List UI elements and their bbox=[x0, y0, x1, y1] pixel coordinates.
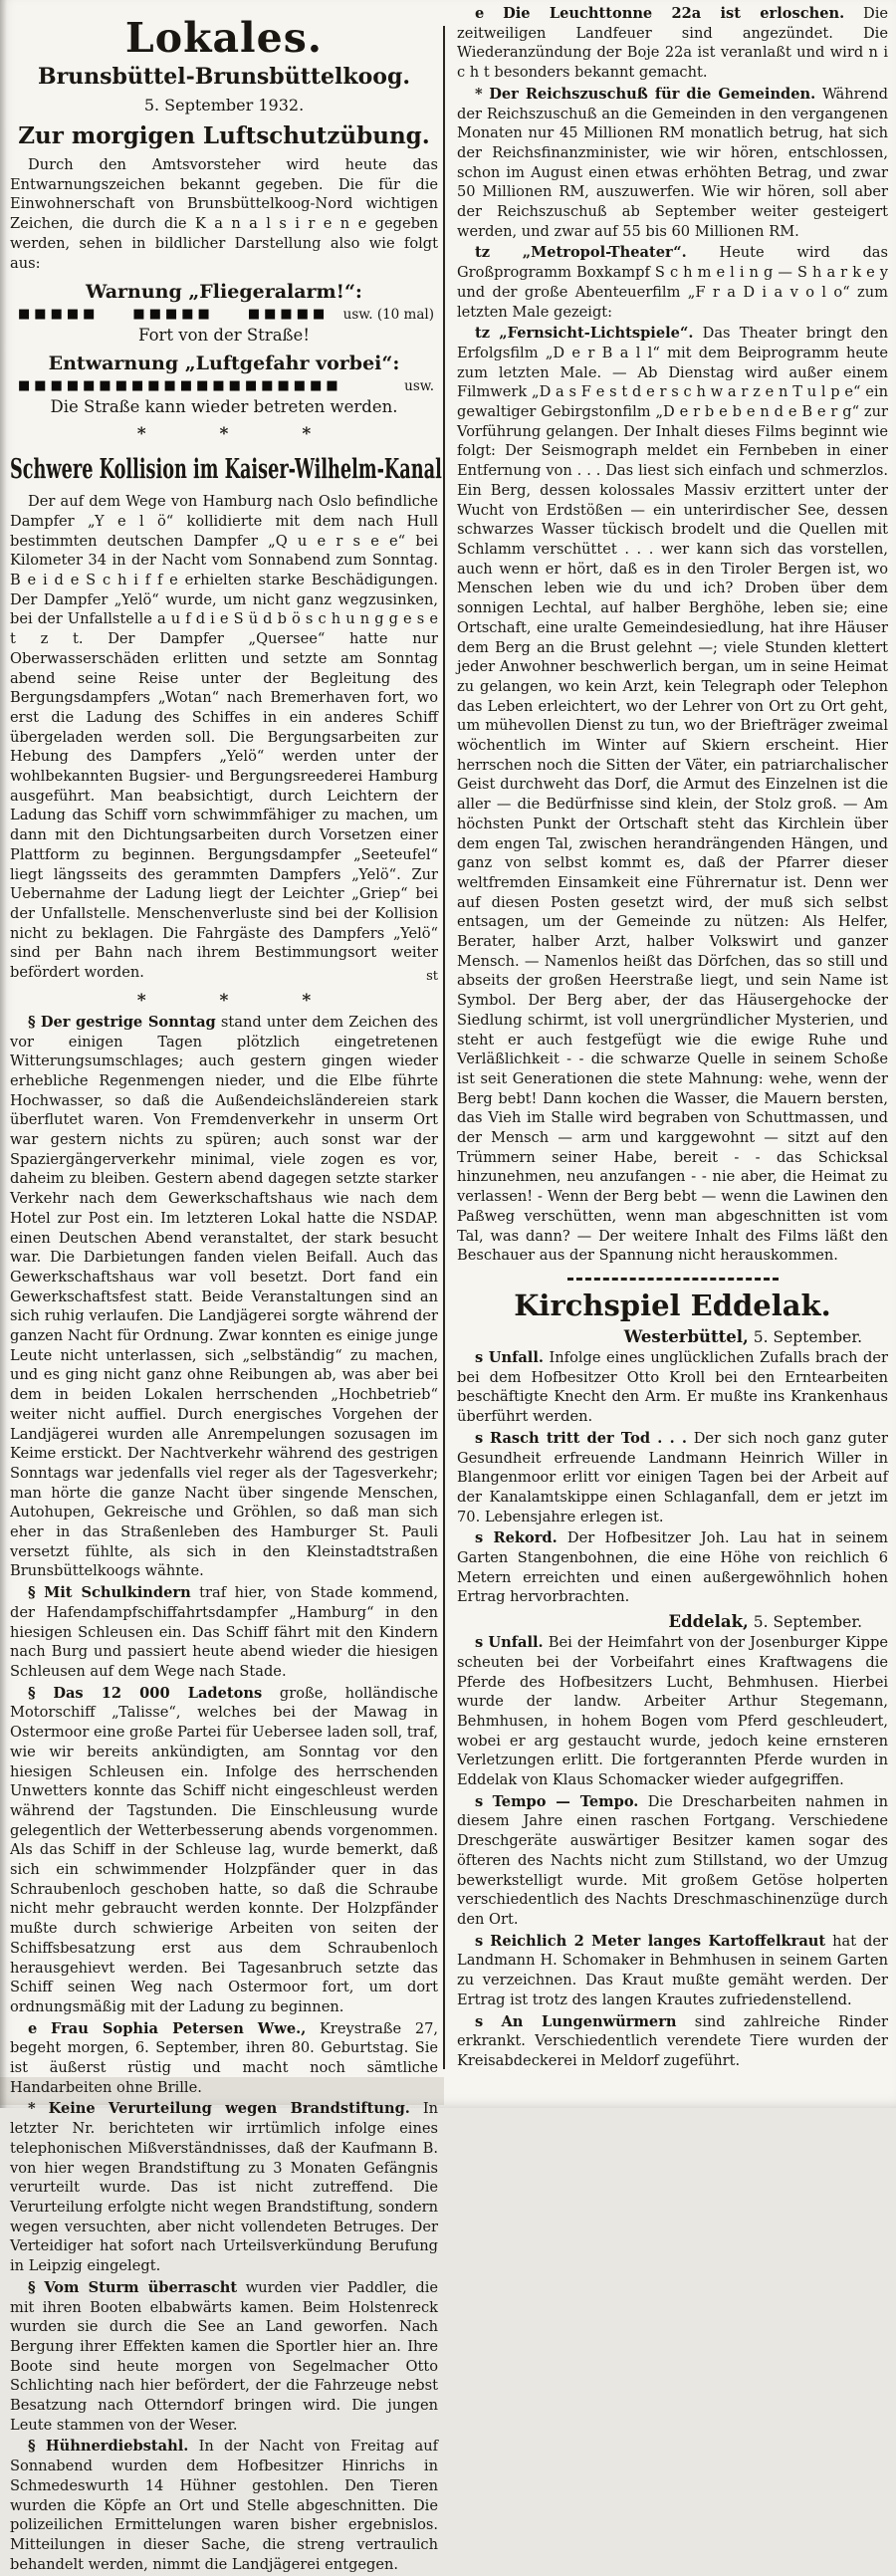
news-item bbox=[10, 2437, 438, 2574]
allclear-caption: Die Straße kann wieder betreten werden. bbox=[50, 397, 398, 417]
item-text: Der sich noch ganz guter Gesundheit erfreuende Landmann Heinrich Willer in Blangenmoor erlitt vor einigen Tagen bei der Arbeit auf der Kanalamtskippe einen Schlaganfall, dem er jetzt im 70. Lebensjahre erlegen ist. bbox=[457, 1429, 888, 1525]
issue-date: 5. September 1932. bbox=[143, 96, 305, 115]
signal-blocks-group: ■■■■■ bbox=[247, 307, 330, 323]
item-lead: Unfall. bbox=[488, 1634, 544, 1652]
asterisk-separator: * * * bbox=[136, 424, 345, 445]
news-item bbox=[10, 2099, 438, 2275]
dateline-westerbuettel bbox=[457, 1327, 888, 1346]
dateline-date: 5. September. bbox=[753, 1613, 862, 1632]
headline-kollision: Schwere Kollision im Kaiser-Wilhelm-Kanal bbox=[10, 454, 442, 486]
headline-luftschutzuebung: Zur morgigen Luftschutzübung. bbox=[18, 122, 430, 149]
left-column bbox=[10, 0, 442, 2576]
warning-caption: Fort von der Straße! bbox=[138, 326, 310, 346]
signal-repeat-note: usw. bbox=[404, 378, 434, 395]
item-text: Infolge eines unglücklichen Zufalls brach der bei dem Hofbesitzer Otto Kroll bei den Erntearbeiten beschäftigte Knecht den Arm. Er mußte ins Krankenhaus überführt werden. bbox=[457, 1349, 889, 1426]
item-lead: „Metropol-Theater“. bbox=[522, 244, 687, 262]
signal-blocks-long: ■■■■■■■■■■■■■■■■■■■■ bbox=[18, 378, 342, 394]
asterisk-separator: * * * bbox=[136, 990, 345, 1011]
news-item bbox=[457, 243, 888, 322]
item-lead: Unfall. bbox=[488, 1349, 544, 1366]
item-mark: § bbox=[28, 1013, 36, 1031]
item-text: sind zahlreiche Rinder erkrankt. Verschiedentlich verendete Tiere wurden der Kreisabdeckerei in Meldorf zugeführt. bbox=[457, 2012, 888, 2069]
item-lead: „Fernsicht-Lichtspiele“. bbox=[499, 325, 694, 343]
item-mark: s bbox=[475, 2012, 484, 2030]
news-item bbox=[457, 1429, 888, 1527]
news-item bbox=[457, 1792, 888, 1930]
headline-kirchspiel-eddelak: Kirchspiel Eddelak. bbox=[514, 1288, 831, 1322]
item-mark: e bbox=[475, 5, 485, 22]
item-text: hat der Landmann H. Schomaker in Behmhusen in seinem Garten zu verzeichnen. Das Kraut mußte gemäht werden. Der Ertrag ist trotz des langen Krautes zufriedenstellend. bbox=[457, 1932, 889, 2008]
item-lead: Das 12 000 Ladetons bbox=[53, 1684, 263, 1702]
news-item bbox=[10, 1684, 438, 2017]
news-item bbox=[457, 85, 888, 242]
item-mark: s bbox=[475, 1932, 484, 1950]
item-text: Die zeitweiligen Landfeuer sind angezündet. Die Wiederanzündung der Boje 22a ist veranlaßt und wird n i c h t besonders bekannt gemacht. bbox=[457, 5, 889, 82]
item-text: In der Nacht von Freitag auf Sonnabend wurden dem Hofbesitzer Hinrichs in Schmedeswurth 14 Hühner gestohlen. Den Tieren wurden die Köpfe an Ort und Stelle abgeschnitten. Die polizeilichen Ermittelungen waren bisher ergebnislos. Mitteilungen in dieser Sache, die streng vertraulich behandelt werden, nimmt die Landjägerei entgegen. bbox=[10, 2438, 439, 2573]
scan-edge-shadow bbox=[0, 0, 7, 2108]
item-text: Das Theater bringt den Erfolgsfilm „D e r B a l l“ mit dem Beiprogramm heute zum letzten Male. — Ab Dienstag wird außer einem Filmwerk „D a s F e s t d e r s c h w a r z e n T u l p e“ ein gewaltiger Gebirgstonfilm „D e r b e b e n d e B e r g“ zur Vorführung gelangen. Der Inhalt dieses Films beginnt wie folgt: Der Seismograph meldet ein Fernbeben in einer Entfernung von . . . Das liest sich einfach und schmerzlos. Ein Berg, dessen kolossales Massiv erzittert unter der Wucht von Erdstößen — ein unterirdischer See, dessen schwarzes Wasser tückisch brodelt und die Quellen mit Schlamm verschüttet . . . wer kann sich das vorstellen, auch wenn er hört, daß es in den Tiroler Bergen ist, wo Menschen leben wie du und ich? Droben über dem sonnigen Lechtal, auf halber Berghöhe, leben sie; eine Ortschaft, eine uralte Gemeindesiedlung, hat ihre Häuser dem Berg an die Brust gelehnt —; viele Stunden klettert jeder Anwohner beschwerlich bergan, um in seine Heimat zu gelangen, wo kein Arzt, kein Telegraph oder Telephon das Leben erleichtert, wo der Lehrer von Ort zu Ort geht, um mühevollen Dienst zu tun, wo der Briefträger zweimal wöchentlich im Winter auf Skiern erscheint. Hier herrschen noch die Sitten der Väter, ein patriarchalischer Geist durchweht das Dorf, die Armut des Einzelnen ist die aller — die Bedürfnisse sind klein, der Stolz groß. — Am höchsten Punkt der Ortschaft steht das Kirchlein über dem engen Tal, zwischen herandrängenden Hängen, und ganz von selbst kommt es, daß der Pfarrer dieser weltfremden Einsamkeit eine Führernatur ist. Denn wer auf diesen Posten gesetzt wird, der muß sich selbst entsagen, um der Gemeinde zu nützen: Als Helfer, Berater, halber Arzt, halber Volkswirt und ganzer Mensch. — Namenlos heißt das Dörfchen, das so still und abseits der großen Heerstraße liegt, und sein Name ist Symbol. Der Berg aber, der das Häusergehocke der Siedlung schirmt, ist voll unergründlicher Mysterien, und steht er auch festgefügt wie die ewige Ruhe und Verläßlichkeit - - die schwarze Quelle in seinem Schoße ist seit Generationen die stete Mahnung: wehe, wenn der Berg bebt! Dann kochen die Wasser, die Mauern bersten, das Vieh im Stalle wird begraben von Schuttmassen, und der Mensch — arm und karggewohnt — sitzt auf den Trümmern seiner Habe, bereit - - das Schicksal hinzunehmen, neu anzufangen - - nie aber, die Heimat zu verlassen! - Wenn der Berg bebt — wenn die Lawinen den Paßweg verschütten, wenn man abgeschnitten ist vom Tal, was dann? — Der weitere Inhalt des Films läßt den Beschauer aus der Spannung nicht herauskommen. bbox=[457, 325, 889, 1265]
item-lead: Hühnerdiebstahl. bbox=[45, 2438, 189, 2456]
item-mark: * bbox=[475, 85, 483, 103]
news-item bbox=[10, 1583, 438, 1682]
item-mark: * bbox=[28, 2100, 36, 2118]
item-mark: s bbox=[475, 1792, 484, 1810]
item-text: Während der Reichszuschuß an die Gemeinden in den vergangenen Monaten nur 45 Millionen RM monatlich betrug, hat sich der Reichsfinanzminister, wie wir hören, entschlossen, schon im August einen etwas erhöhten Betrag, und zwar 50 Millionen RM, auszuwerfen. Wie wir hören, soll aber der Reichszuschuß ab September weiter gesteigert werden, und zwar auf 55 bis 60 Millionen RM. bbox=[457, 85, 888, 240]
news-item bbox=[457, 1528, 888, 1607]
item-lead: Der gestrige Sonntag bbox=[40, 1013, 216, 1031]
news-item bbox=[10, 1013, 438, 1581]
news-item bbox=[457, 1348, 888, 1427]
item-lead: Keine Verurteilung wegen Brandstiftung. bbox=[48, 2100, 410, 2118]
item-lead: Reichlich 2 Meter langes Kartoffelkraut bbox=[490, 1932, 826, 1950]
kollision-article bbox=[10, 492, 438, 983]
item-lead: Vom Sturm überrascht bbox=[44, 2278, 238, 2296]
item-text: Die Drescharbeiten nahmen in diesem Jahre einen raschen Fortgang. Verschiedene Dreschgeräte auswärtiger Besitzer kamen sogar des öfteren des Nachts nicht zum Stillstand, wo der Umzug bewerkstelligt wurde. Mit großem Getöse holperten verschiedentlich des Nachts Dreschmaschinenzüge durch den Ort. bbox=[457, 1792, 888, 1928]
news-item bbox=[457, 1932, 888, 2010]
item-text: wurden vier Paddler, die mit ihren Booten elbabwärts kamen. Beim Holstenreck wurden sie durch die See an Land geworfen. Nach Bergung ihrer Effekten kamen die Sportler hier an. Ihre Boote sind heute morgen von Segelmacher Otto Schlichting nach hier befördert, der die Fahrzeuge nebst Besatzung nach Otterndorf bringen wird. Die jungen Leute stammen von der Weser. bbox=[10, 2278, 439, 2434]
item-text: In letzter Nr. berichteten wir irrtümlich infolge eines telephonischen Mißverständnisses, daß der Kaufmann B. von hier wegen Brandstiftung zu 3 Monaten Gefängnis verurteilt wurde. Das ist nicht zutreffend. Die Verurteilung erfolgte nicht wegen Brandstiftung, sondern wegen versuchten, aber nicht vollendeten Betruges. Der Verteidiger hat sofort nach Urteilsverkündung Berufung in Leipzig eingelegt. bbox=[10, 2100, 439, 2275]
dateline-eddelak bbox=[457, 1612, 888, 1631]
item-lead: Tempo — Tempo. bbox=[492, 1792, 639, 1810]
warning-signal-row bbox=[18, 307, 436, 323]
dateline-place: Westerbüttel, bbox=[623, 1327, 749, 1346]
item-mark: § bbox=[28, 2278, 36, 2296]
news-item bbox=[457, 1633, 888, 1790]
item-mark: § bbox=[28, 2438, 36, 2456]
item-lead: Rekord. bbox=[493, 1529, 558, 1547]
item-mark: § bbox=[28, 1684, 36, 1702]
item-mark: tz bbox=[475, 244, 491, 262]
kollision-body: Der auf dem Wege von Hamburg nach Oslo befindliche Dampfer „Y e l ö“ kollidierte mit dem nach Hull bestimmten deutschen Dampfer „Q u e r s e e“ bei Kilometer 34 in der Nacht vom Sonnabend zum Sonntag. B e i d e S c h i f f e erhielten starke Beschädigungen. Der Dampfer „Yelö“ wurde, um nicht ganz wegzusinken, bei der Unfallstelle a u f d i e S ü d b ö s c h u n g g e s e t z t. Der Dampfer „Quersee“ hatte nur Oberwasserschäden erlitten und setzte am Sonntag abend seine Reise unter der Begleitung des Bergungsdampfers „Wotan“ nach Bremerhaven fort, wo erst die Ladung des Schiffes in ein anderes Schiff übergeladen werden soll. Die Bergungsarbeiten zur Hebung des Dampfers „Yelö“ werden unter der wohlbekannten Bugsier- und Bergungsreederei Hamburg ausgeführt. Man beabsichtigt, durch Leichtern der Ladung das Schiff vorn schwimmfähiger zu machen, um dann mit den Dichtungsarbeiten durch Vorsetzen einer Plattform zu beginnen. Bergungsdampfer „Seeteufel“ liegt längsseits des gerammten Dampfers „Yelö“. Zur Uebernahme der Ladung liegt der Leichter „Griep“ bei der Unfallstelle. Menschenverluste sind bei der Kollision nicht zu beklagen. Die Fahrgäste des Dampfers „Yelö“ sind per Bahn nach ihrem Bestimmungsort weiter befördert worden. bbox=[10, 493, 438, 982]
luftschutz-intro: Durch den Amtsvorsteher wird heute das Entwarnungszeichen bekannt gegeben. Die für die Einwohnerschaft von Brunsbüttelkoog-Nord wichtigen Zeichen, die durch die K a n a l s i r e n e gegeben werden, sehen in bildlicher Darstellung also wie folgt aus: bbox=[10, 156, 438, 272]
item-lead: Rasch tritt der Tod . . . bbox=[490, 1429, 687, 1447]
item-mark: § bbox=[28, 1584, 36, 1602]
signal-blocks-group: ■■■■■ bbox=[132, 307, 214, 323]
signal-repeat-note: usw. (10 mal) bbox=[342, 307, 434, 324]
news-item bbox=[457, 4, 888, 83]
item-lead: Der Reichszuschuß für die Gemeinden. bbox=[489, 85, 816, 103]
item-text: stand unter dem Zeichen des vor einigen Tagen plötzlich eingetretenen Witterungsumschlages; auch gestern gingen wieder erhebliche Regenmengen nieder, und die Elbe führte Hochwasser, so daß die Außendeichsländereien stark überflutet waren. Von Fremdenverkehr in unserm Ort war gestern nichts zu spüren; auch sonst war der Spaziergängerverkehr minimal, viele zogen es vor, daheim zu bleiben. Gestern abend dagegen setzte starker Verkehr nach dem Gewerkschaftshaus wie nach dem Hotel zur Post ein. Im letzteren Lokal hatte die NSDAP. einen Deutschen Abend veranstaltet, der stark besucht war. Die Darbietungen fanden vielen Beifall. Auch das Gewerkschaftshaus war voll besetzt. Dort fand ein Gewerkschaftsfest statt. Beide Veranstaltungen sind an sich ruhig verlaufen. Die Landjägerei sorgte während der ganzen Nacht für Ordnung. Zwar konnten es einige junge Leute nicht unterlassen, sich „selbständig“ zu machen, und es ging nicht ganz ohne Reibungen ab, was aber bei dem in beiden Lokalen herrschenden „Hochbetrieb“ weiter nicht auffiel. Durch energisches Vorgehen der Landjägerei wurden alle Anrempelungen sozusagen im Keime erstickt. Der Nachtverkehr während des gestrigen Sonntags war jedenfalls viel reger als der Tagesverkehr; man hörte die ganze Nacht über singende Menschen, Autohupen, Gekreische und Gröhlen, so daß man sich eher in das Straßenleben des Hamburger St. Pauli versetzt fühlte, als sich in den Kleinstadtstraßen Brunsbüttelkoogs wähnte. bbox=[10, 1013, 438, 1580]
item-mark: s bbox=[475, 1429, 484, 1447]
item-text: Heute wird das Großprogramm Boxkampf S c h m e l i n g — S h a r k e y und der große Abenteuerfilm „F r a D i a v o l o“ zum letzten Male gezeigt: bbox=[457, 244, 888, 321]
news-item bbox=[10, 2019, 438, 2098]
item-text: Kreystraße 27, begeht morgen, 6. September, ihren 80. Geburtstag. Sie ist äußerst rüstig und macht noch sämtliche Handarbeiten ohne Brille. bbox=[10, 2019, 439, 2096]
news-item bbox=[457, 324, 888, 1266]
signal-blocks-group: ■■■■■ bbox=[18, 307, 100, 323]
news-item bbox=[457, 2012, 888, 2071]
item-mark: s bbox=[475, 1634, 484, 1652]
dashed-section-rule bbox=[567, 1278, 779, 1281]
dateline-date: 5. September. bbox=[753, 1328, 862, 1346]
item-text: traf hier, von Stade kommend, der Hafendampfschiffahrtsdampfer „Hamburg“ in den hiesigen Schleusen ein. Das Schiff fährt mit den Kindern nach Burg und passiert heute abend wieder die hiesigen Schleusen auf dem Wege nach Stade. bbox=[10, 1584, 438, 1680]
column-divider-rule bbox=[443, 26, 445, 2069]
item-mark: s bbox=[475, 1529, 484, 1547]
allclear-heading: Entwarnung „Luftgefahr vorbei“: bbox=[48, 352, 400, 375]
section-title: Lokales. bbox=[124, 14, 324, 62]
item-lead: Frau Sophia Petersen Wwe., bbox=[50, 2019, 307, 2037]
allclear-signal-row bbox=[18, 378, 436, 394]
item-lead: An Lungenwürmern bbox=[501, 2012, 677, 2030]
item-lead: Mit Schulkindern bbox=[44, 1584, 191, 1602]
item-mark: tz bbox=[475, 325, 491, 343]
item-mark: e bbox=[28, 2019, 38, 2037]
news-item bbox=[10, 2278, 438, 2436]
dateline-place: Eddelak, bbox=[668, 1612, 749, 1632]
item-text: Bei der Heimfahrt von der Josenburger Kippe scheuten bei der Vorbeifahrt eines Kraftwagens die Pferde des Hofbesitzers Lucht, Behmhusen. Hierbei wurde der landw. Arbeiter Arthur Stegemann, Behmhusen, in hohem Bogen vom Pferd geschleudert, wobei er arg gestaucht wurde, jedoch keine ernsteren Verletzungen erlitt. Die fortgerannten Pferde wurden in Eddelak von Klaus Schomacker wieder aufgegriffen. bbox=[457, 1634, 888, 1789]
item-text: große, holländische Motorschiff „Talisse“, welches bei der Mawag in Ostermoor eine große Partei für Uebersee laden soll, traf, wie wir bereits ankündigten, am Sonntag vor den hiesigen Schleusen ein. Infolge des herrschenden Unwetters konnte das Schiff nicht eingeschleust werden während der Tagstunden. Die Einschleusung wurde gelegentlich der Wetterbesserung abends vorgenommen. Als das Schiff in der Schleuse lag, wurde bemerkt, daß sich ein schwimmender Holzpfänder quer in das Schraubenloch geschoben hatte, so daß die Schraube nicht mehr gebraucht werden konnte. Der Holzpfänder mußte durch schwierige Arbeiten von seiten der Schiffsbesatzung erst aus dem Schraubenloch herausgehievt werden. Bei Tagesanbruch setzte das Schiff seinen Weg nach Ostermoor fort, um dort ordnungsmäßig mit der Ladung zu beginnen. bbox=[10, 1684, 439, 2015]
locality-header: Brunsbüttel-Brunsbüttelkoog. bbox=[38, 64, 410, 90]
item-text: Der Hofbesitzer Joh. Lau hat in seinem Garten Stangenbohnen, die eine Höhe von reichlich 6 Metern erreichten und einen außergewöhnlich hohen Ertrag hervorbrachten. bbox=[457, 1529, 888, 1606]
author-signature: st bbox=[426, 969, 438, 985]
warning-heading: Warnung „Fliegeralarm!“: bbox=[86, 281, 362, 304]
right-column bbox=[457, 0, 888, 2073]
item-lead: Die Leuchttonne 22a ist erloschen. bbox=[503, 5, 845, 22]
item-mark: s bbox=[475, 1349, 484, 1366]
